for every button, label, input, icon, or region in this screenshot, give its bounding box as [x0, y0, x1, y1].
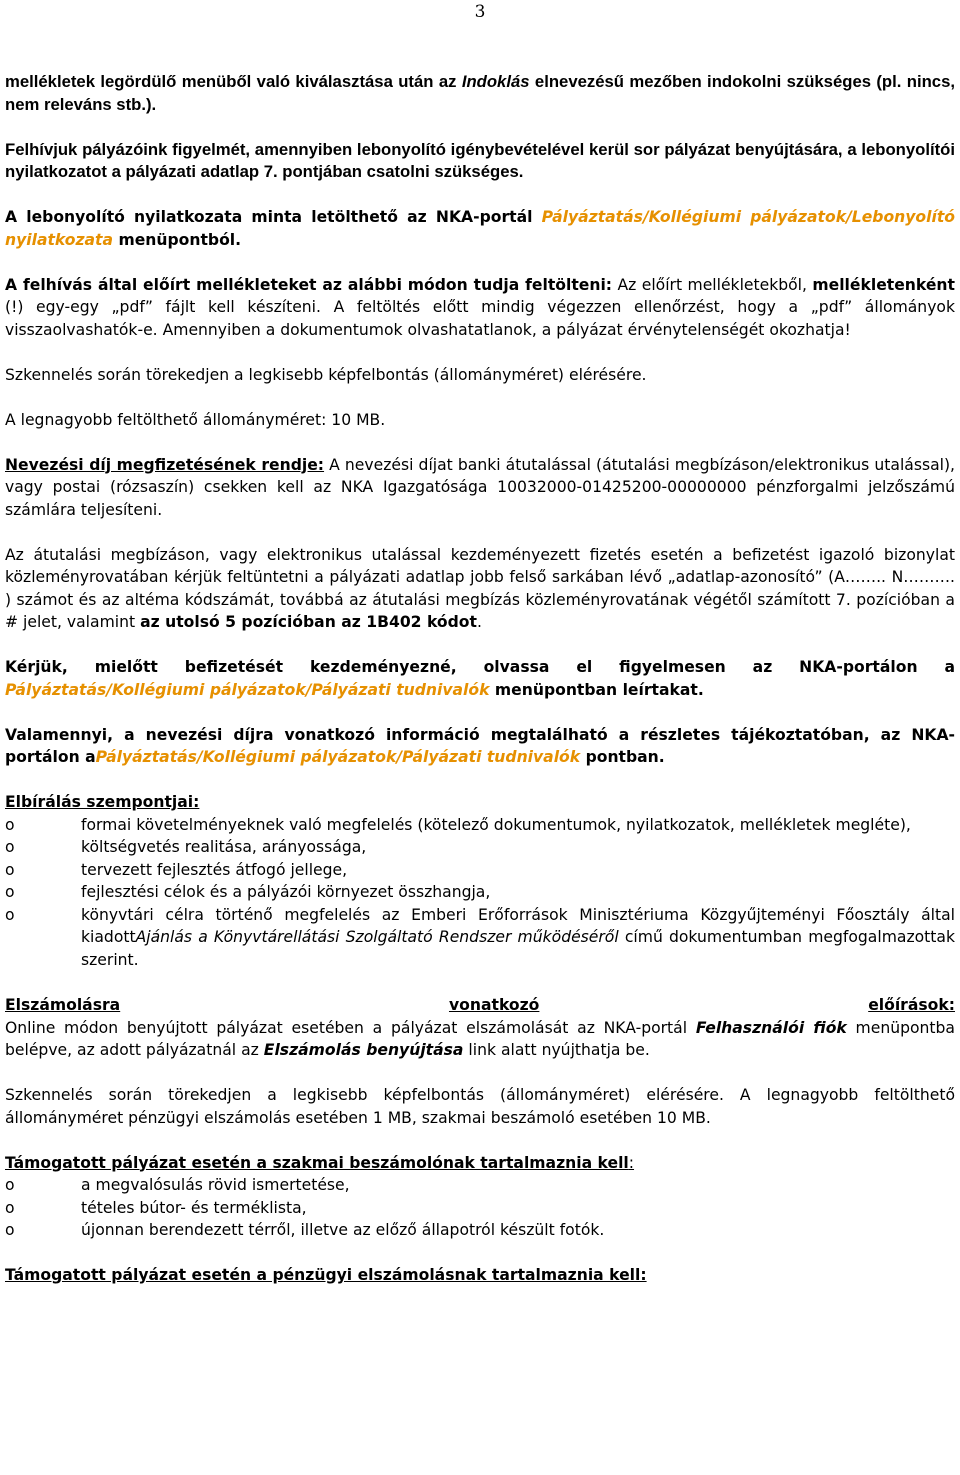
evaluation-list	[5, 814, 955, 972]
bullet-icon: o	[5, 1221, 15, 1239]
bullet-icon: o	[5, 815, 15, 834]
professional-report-list	[5, 1174, 955, 1242]
list-item: o könyvtári célra történő megfelelés az Emberi Erőforrások Minisztériuma Közgyűjteményi Főosztály által kiadottAjánlás a Könyvtárellátási Szolgáltató Rendszer működéséről című dokumentumban megfogalmazottak szerint.	[5, 905, 955, 969]
paragraph-attachments-justification: mellékletek legördülő menüből való kiválasztása után az Indoklás elnevezésű mezőben indokolni szükséges (pl. nincs, nem releváns stb.).	[5, 72, 955, 114]
paragraph-read-before-pay: Kérjük, mielőtt befizetését kezdeményezné, olvassa el figyelmesen az NKA-portálon a Pályáztatás/Kollégiumi pályázatok/Pályázati tudnivalók menüpontban leírtakat.	[5, 658, 955, 699]
paragraph-organizer-template: A lebonyolító nyilatkozata minta letölthető az NKA-portál Pályáztatás/Kollégiumi pályázatok/Lebonyolító nyilatkozata menüpontból.	[5, 208, 955, 249]
professional-report-heading: Támogatott pályázat esetén a szakmai beszámolónak tartalmaznia kell:	[5, 1153, 635, 1172]
list-item: o tervezett fejlesztés átfogó jellege,	[5, 859, 955, 882]
list-item: o formai követelményeknek való megfelelés (kötelező dokumentumok, nyilatkozatok, mellékletek megléte),	[5, 814, 955, 837]
menu-path-link[interactable]: Pályáztatás/Kollégiumi pályázatok/Lebonyolító nyilatkozata	[5, 208, 955, 249]
bullet-icon: o	[5, 860, 15, 879]
bullet-icon: o	[5, 1176, 15, 1194]
paragraph-scan-resolution: Szkennelés során törekedjen a legkisebb képfelbontás (állományméret) elérésére.	[5, 365, 647, 384]
menu-path-link[interactable]: Pályáztatás/Kollégiumi pályázatok/Pályázati tudnivalók	[95, 748, 581, 766]
list-item: o újonnan berendezett térről, illetve az előző állapotról készült fotók.	[5, 1219, 955, 1242]
bullet-icon: o	[5, 905, 15, 924]
paragraph-settlement-scan: Szkennelés során törekedjen a legkisebb képfelbontás (állományméret) elérésére. A legnagyobb feltölthető állományméret pénzügyi elszámolás esetében 1 MB, szakmai beszámoló esetében 10 MB.	[5, 1086, 955, 1127]
list-item: o költségvetés realitása, arányossága,	[5, 836, 955, 859]
upload-heading: A felhívás által előírt mellékleteket az alábbi módon tudja feltölteni:	[5, 275, 613, 294]
bullet-icon: o	[5, 883, 15, 901]
paragraph-entry-fee: Nevezési díj megfizetésének rendje: A nevezési díjat banki átutalással (átutalási megbízáson/elektronikus utalással), vagy postai (rózsaszín) csekken kell az NKA Igazgatósága 10032000-01425200-00000000 pénzforgalmi jelzőszámú számlára teljesíteni.	[5, 455, 956, 519]
settlement-heading: Elszámolásra vonatkozó előírások:	[5, 996, 955, 1014]
paragraph-transfer-details: Az átutalási megbízáson, vagy elektronikus utalással kezdeményezett fizetés esetén a befizetést igazoló bizonylat közleményrovatában kérjük feltüntetni a pályázati adatlap jobb felső sarkában lévő „adatlap-azonosító” (A…….. N………. ) számot és az altéma kódszámát, továbbá az átutalási megbízás közleményrovatának végétől számított 7. pozícióban a # jelet, valamint az utolsó 5 pozícióban az 1B402 kódot.	[5, 545, 955, 631]
menu-path-link[interactable]: Pályáztatás/Kollégiumi pályázatok/Pályázati tudnivalók	[5, 680, 490, 699]
list-item: o a megvalósulás rövid ismertetése,	[5, 1174, 955, 1197]
evaluation-heading: Elbírálás szempontjai:	[5, 793, 200, 811]
paragraph-organizer-notice: Felhívjuk pályázóink figyelmét, amennyiben lebonyolító igénybevételével kerül sor pályázat benyújtására, a lebonyolítói nyilatkozatot a pályázati adatlap 7. pontjában csatolni szükséges.	[5, 139, 955, 181]
bullet-icon: o	[5, 838, 15, 856]
paragraph-settlement: Online módon benyújtott pályázat esetében a pályázat elszámolását az NKA-portál Felhasználói fiók menüpontba belépve, az adott pályázatnál az Elszámolás benyújtása link alatt nyújthatja be.	[5, 1018, 955, 1059]
financial-report-heading: Támogatott pályázat esetén a pénzügyi elszámolásnak tartalmaznia kell:	[5, 1266, 647, 1284]
list-item: o fejlesztési célok és a pályázói környezet összhangja,	[5, 881, 955, 904]
paragraph-fee-info: Valamennyi, a nevezési díjra vonatkozó információ megtalálható a részletes tájékoztatóban, az NKA-portálon aPályáztatás/Kollégiumi pályázatok/Pályázati tudnivalók pontban.	[5, 725, 955, 766]
entry-fee-heading: Nevezési díj megfizetésének rendje:	[5, 455, 325, 474]
page-number: 3	[474, 2, 486, 22]
bullet-icon: o	[5, 1198, 15, 1217]
paragraph-max-size: A legnagyobb feltölthető állományméret: 10 MB.	[5, 410, 386, 429]
page-content	[5, 71, 955, 1287]
list-item: o tételes bútor- és terméklista,	[5, 1197, 955, 1220]
paragraph-upload-instructions: A felhívás által előírt mellékleteket az alábbi módon tudja feltölteni: Az előírt mellékletekből, mellékletenként (!) egy-egy „pdf” fájlt kell készíteni. A feltöltés előtt mindig végezzen ellenőrzést, hogy a „pdf” állományok visszaolvashatók-e. Amennyiben a dokumentumok olvashatatlanok, a pályázat érvénytelenségét okozhatja!	[5, 275, 955, 339]
